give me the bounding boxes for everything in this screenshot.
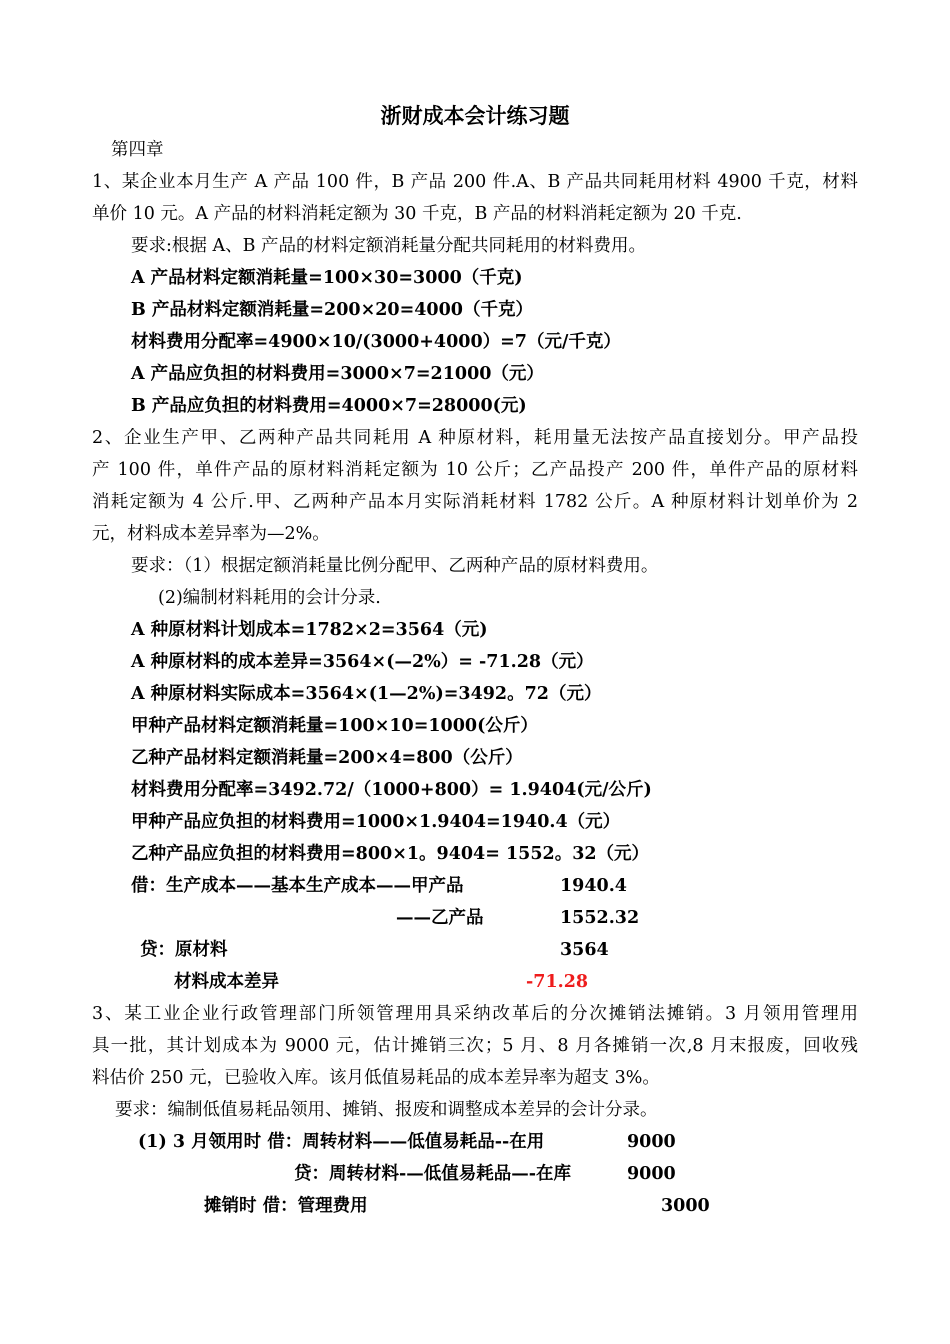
- q2-entry-variance-label: 材料成本差异: [174, 972, 279, 992]
- q1-answer-4: A 产品应负担的材料费用=3000×7=21000（元）: [131, 364, 544, 384]
- q2-entry-debit2-amount: 1552.32: [560, 908, 640, 928]
- q2-requirement-2: (2)编制材料耗用的会计分录.: [158, 588, 381, 608]
- q3-entry-2-amount: 9000: [627, 1164, 676, 1184]
- q2-entry-debit2-label: ——乙产品: [396, 908, 484, 928]
- q2-entry-credit-amount: 3564: [560, 940, 609, 960]
- chapter-heading: 第四章: [111, 140, 164, 160]
- q3-text-line-1: 3、某工业企业行政管理部门所领管理用具采纳改革后的分次摊销法摊销。3 月领用管理用: [92, 1004, 858, 1024]
- q1-answer-1: A 产品材料定额消耗量=100×30=3000（千克): [131, 268, 523, 288]
- q1-text-line-1: 1、某企业本月生产 A 产品 100 件，B 产品 200 件.A、B 产品共同耗用材料 4900 千克，材料: [92, 172, 858, 192]
- q1-answer-2: B 产品材料定额消耗量=200×20=4000（千克）: [131, 300, 533, 320]
- q2-entry-variance-amount: -71.28: [526, 972, 589, 992]
- q2-answer-2: A 种原材料的成本差异=3564×(—2%）= -71.28（元）: [131, 652, 594, 672]
- q2-answer-7: 甲种产品应负担的材料费用=1000×1.9404=1940.4（元）: [131, 812, 621, 832]
- q2-requirement-1: 要求：（1）根据定额消耗量比例分配甲、乙两种产品的原材料费用。: [131, 556, 659, 576]
- q2-answer-5: 乙种产品材料定额消耗量=200×4=800（公斤）: [131, 748, 523, 768]
- q2-answer-4: 甲种产品材料定额消耗量=100×10=1000(公斤）: [131, 716, 538, 736]
- q2-answer-8: 乙种产品应负担的材料费用=800×1。9404= 1552。32（元）: [131, 844, 650, 864]
- q2-entry-debit-label: 借：生产成本——基本生产成本——甲产品: [131, 876, 464, 896]
- q2-text-line-3: 消耗定额为 4 公斤.甲、乙两种产品本月实际消耗材料 1782 公斤。A 种原材料计划单价为 2: [92, 492, 858, 512]
- q1-answer-5: B 产品应负担的材料费用=4000×7=28000(元): [131, 396, 527, 416]
- q3-entry-1-label: (1) 3 月领用时 借：周转材料——低值易耗品--在用: [138, 1132, 545, 1152]
- q2-text-line-2: 产 100 件，单件产品的原材料消耗定额为 10 公斤；乙产品投产 200 件，单件产品的原材料: [92, 460, 858, 480]
- q2-answer-3: A 种原材料实际成本=3564×(1—2%)=3492。72（元）: [131, 684, 602, 704]
- q3-text-line-2: 具一批，其计划成本为 9000 元，估计摊销三次；5 月、8 月各摊销一次,8 月末报废，回收残: [92, 1036, 858, 1056]
- q3-entry-3-amount: 3000: [661, 1196, 710, 1216]
- q3-entry-3-label: 摊销时 借：管理费用: [204, 1196, 368, 1216]
- q3-requirement: 要求：编制低值易耗品领用、摊销、报废和调整成本差异的会计分录。: [115, 1100, 658, 1120]
- q2-text-line-4: 元，材料成本差异率为—2%。: [92, 524, 330, 544]
- q2-text-line-1: 2、企业生产甲、乙两种产品共同耗用 A 种原材料，耗用量无法按产品直接划分。甲产品投: [92, 428, 858, 448]
- q3-text-line-3: 料估价 250 元，已验收入库。该月低值易耗品的成本差异率为超支 3%。: [92, 1068, 660, 1088]
- q3-entry-2-label: 贷：周转材料-—低值易耗品—-在库: [294, 1164, 572, 1184]
- q3-entry-1-amount: 9000: [627, 1132, 676, 1152]
- q1-answer-3: 材料费用分配率=4900×10/(3000+4000）=7（元/千克）: [131, 332, 621, 352]
- q2-entry-credit-label: 贷：原材料: [140, 940, 228, 960]
- q2-entry-debit-amount: 1940.4: [560, 876, 627, 896]
- q2-answer-1: A 种原材料计划成本=1782×2=3564（元): [131, 620, 488, 640]
- document-title: 浙财成本会计练习题: [380, 103, 570, 128]
- q1-text-line-2: 单价 10 元。A 产品的材料消耗定额为 30 千克，B 产品的材料消耗定额为 20 千克.: [92, 204, 742, 224]
- q1-requirement: 要求:根据 A、B 产品的材料定额消耗量分配共同耗用的材料费用。: [131, 236, 647, 256]
- q2-answer-6: 材料费用分配率=3492.72/（1000+800）= 1.9404(元/公斤): [131, 780, 652, 800]
